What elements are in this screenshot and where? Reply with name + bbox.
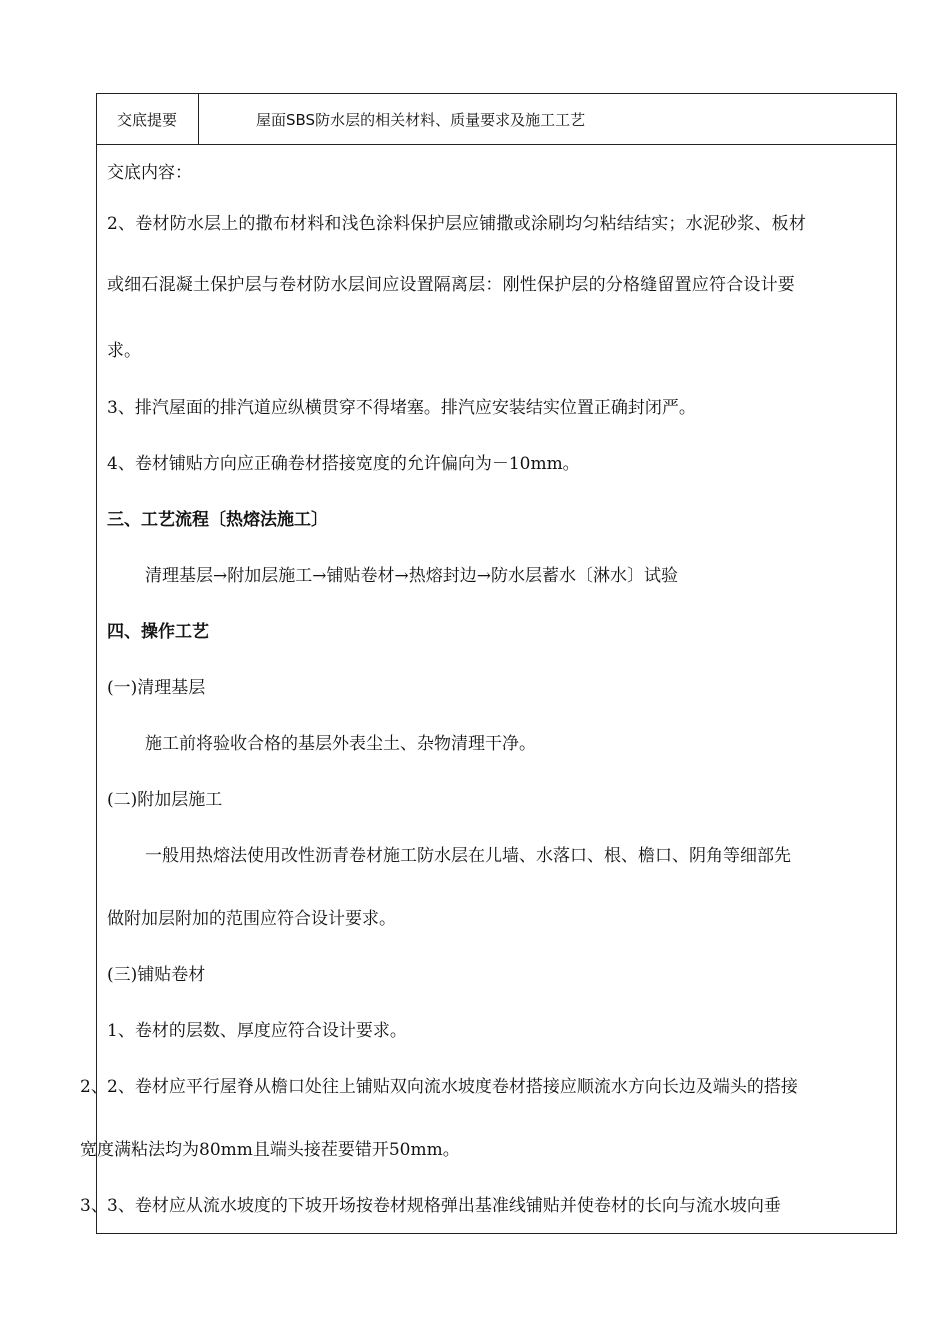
subsection-1-title: (一)清理基层 <box>107 678 206 698</box>
header-value: 屋面SBS防水层的相关材料、质量要求及施工工艺 <box>256 110 586 129</box>
subsection-1-text: 施工前将验收合格的基层外表尘土、杂物清理干净。 <box>145 734 536 754</box>
paragraph-2-line-1: 2、卷材防水层上的撒布材料和浅色涂料保护层应铺撒或涂刷均匀粘结结实；水泥砂浆、板材 <box>107 214 807 234</box>
paragraph-2-line-3: 求。 <box>107 341 141 361</box>
subsection-2-title: (二)附加层施工 <box>107 790 223 810</box>
subsection-2-line-1: 一般用热熔法使用改性沥青卷材施工防水层在儿墙、水落口、根、檐口、阴角等细部先 <box>145 846 791 866</box>
paragraph-2-line-2: 或细石混凝土保护层与卷材防水层间应设置隔离层：刚性保护层的分格缝留置应符合设计要 <box>107 275 795 295</box>
subsection-3-item-3-prefix: 3、 <box>80 1196 108 1216</box>
document-table-frame <box>96 93 897 1234</box>
subsection-3-item-1: 1、卷材的层数、厚度应符合设计要求。 <box>107 1021 407 1041</box>
section-4-title: 四、操作工艺 <box>107 622 209 642</box>
subsection-3-item-2-line-2: 宽度满粘法均为80mm且端头接茬要错开50mm。 <box>80 1140 460 1160</box>
paragraph-4: 4、卷材铺贴方向应正确卷材搭接宽度的允许偏向为－10mm。 <box>107 454 580 474</box>
subsection-3-item-3-line-1: 3、卷材应从流水坡度的下坡开场按卷材规格弹出基准线铺贴并使卷材的长向与流水坡向垂 <box>107 1196 781 1216</box>
section-3-title: 三、工艺流程〔热熔法施工〕 <box>107 510 328 530</box>
subsection-3-item-2-line-1: 2、卷材应平行屋脊从檐口处往上铺贴双向流水坡度卷材搭接应顺流水方向长边及端头的搭接 <box>107 1077 798 1097</box>
header-row <box>96 93 897 145</box>
content-intro: 交底内容： <box>107 163 192 183</box>
process-flow: 清理基层→附加层施工→铺贴卷材→热熔封边→防水层蓄水〔淋水〕试验 <box>145 566 678 586</box>
subsection-2-line-2: 做附加层附加的范围应符合设计要求。 <box>107 909 396 929</box>
header-label: 交底提要 <box>96 93 199 145</box>
paragraph-3: 3、排汽屋面的排汽道应纵横贯穿不得堵塞。排汽应安装结实位置正确封闭严。 <box>107 398 696 418</box>
subsection-3-item-2-prefix: 2、 <box>80 1077 108 1097</box>
subsection-3-title: (三)铺贴卷材 <box>107 965 206 985</box>
